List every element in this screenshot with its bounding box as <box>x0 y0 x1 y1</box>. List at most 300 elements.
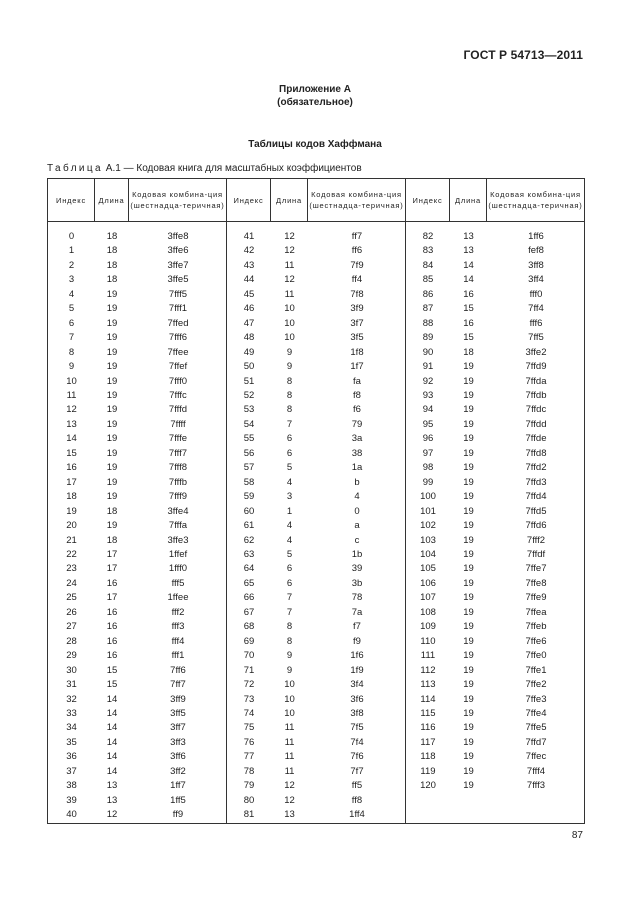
col-header-code-3: Кодовая комбина-ция (шестнадца-теричная) <box>487 179 585 222</box>
cell-index: 106 <box>420 577 436 589</box>
cell-length: 11 <box>284 751 295 763</box>
table-row <box>48 490 227 504</box>
cell-index: 0 <box>68 231 75 242</box>
cell-length: 4 <box>286 520 293 532</box>
cell-code: 7fff4 <box>526 765 546 777</box>
table-row <box>48 476 227 490</box>
col-header-index-2: Индекс <box>227 179 271 222</box>
cell-length: 7 <box>286 592 293 604</box>
cell-index: 21 <box>66 534 77 546</box>
cell-length: 9 <box>286 361 293 373</box>
table-row <box>406 548 585 562</box>
cell-code: 7ffec <box>525 751 547 763</box>
cell-length: 18 <box>106 534 118 546</box>
table-row <box>48 331 227 345</box>
cell-length: 11 <box>284 765 295 777</box>
table-row <box>227 476 406 490</box>
cell-code: 7ffd5 <box>525 505 547 517</box>
table-row <box>406 765 585 779</box>
sub-table-1 <box>48 230 227 823</box>
cell-index: 83 <box>422 245 434 257</box>
cell-code: 7fff6 <box>168 332 188 344</box>
table-row <box>227 707 406 721</box>
table-row <box>227 302 406 316</box>
table-row <box>227 432 406 446</box>
table-row <box>227 244 406 258</box>
cell-index: 87 <box>422 303 434 315</box>
table-row <box>48 591 227 605</box>
table-row <box>227 447 406 461</box>
table-row <box>406 375 585 389</box>
cell-length: 4 <box>286 534 293 546</box>
cell-index: 63 <box>243 548 255 560</box>
table-row <box>406 288 585 302</box>
cell-index: 7 <box>68 332 75 344</box>
table-row <box>227 346 406 360</box>
cell-code: 3ff6 <box>170 751 186 763</box>
cell-code: 7ffee <box>167 346 189 358</box>
sub-table-3 <box>406 230 585 794</box>
cell-index: 92 <box>422 375 434 387</box>
cell-index: 29 <box>66 650 77 662</box>
cell-code: 7ffd4 <box>525 491 547 503</box>
cell-length: 19 <box>463 664 474 676</box>
caption-label: Таблица <box>47 163 104 174</box>
cell-code: 7ff5 <box>528 332 544 344</box>
cell-index: 66 <box>243 592 255 604</box>
cell-length: 19 <box>106 520 118 532</box>
cell-code: 7ffe7 <box>525 563 547 575</box>
cell-length: 19 <box>463 548 474 560</box>
cell-index: 109 <box>420 621 436 633</box>
cell-length: 6 <box>286 577 293 589</box>
table-row <box>406 259 585 273</box>
table-row <box>227 403 406 417</box>
col-header-length-1: Длина <box>95 179 129 222</box>
cell-code: 7fffe <box>168 433 188 445</box>
table-row <box>227 620 406 634</box>
cell-index: 67 <box>243 606 255 618</box>
table-row <box>227 259 406 273</box>
cell-index: 94 <box>422 404 434 416</box>
cell-code: 7fff0 <box>168 375 188 387</box>
table-row <box>227 360 406 374</box>
cell-index: 54 <box>243 418 255 430</box>
cell-index: 12 <box>66 404 77 416</box>
cell-index: 85 <box>422 274 434 286</box>
cell-code: 7fffa <box>168 520 188 532</box>
cell-index: 69 <box>243 635 255 647</box>
cell-length: 10 <box>284 303 295 315</box>
cell-index: 57 <box>243 462 255 474</box>
cell-code: 7fff8 <box>168 462 188 474</box>
cell-length: 18 <box>106 259 118 271</box>
cell-code: ff4 <box>351 274 363 286</box>
cell-index: 76 <box>243 736 255 748</box>
cell-length: 15 <box>106 679 118 691</box>
table-row <box>227 331 406 345</box>
table-row <box>48 577 227 591</box>
cell-code: 3ff3 <box>170 736 186 748</box>
cell-index: 93 <box>422 389 434 401</box>
cell-index: 74 <box>243 707 255 719</box>
table-row <box>48 230 227 244</box>
cell-length: 4 <box>286 476 293 488</box>
cell-index: 48 <box>243 332 255 344</box>
cell-code: 7ffe4 <box>525 707 547 719</box>
cell-code: fff2 <box>171 606 185 618</box>
cell-index: 24 <box>66 577 77 589</box>
cell-code: 1ffee <box>167 592 189 604</box>
cell-length: 16 <box>106 606 118 618</box>
cell-code: fa <box>353 375 361 387</box>
table-row <box>48 736 227 750</box>
cell-length: 19 <box>106 433 118 445</box>
table-row <box>227 505 406 519</box>
cell-index: 3 <box>68 274 75 286</box>
table-row <box>48 678 227 692</box>
table-row <box>48 302 227 316</box>
table-row <box>48 779 227 793</box>
cell-length: 8 <box>286 389 293 401</box>
cell-index: 37 <box>66 765 77 777</box>
cell-length: 8 <box>286 621 293 633</box>
table-block-3 <box>406 222 585 824</box>
cell-index: 117 <box>420 736 436 748</box>
table-row <box>406 750 585 764</box>
cell-code: 7ffe0 <box>525 650 547 662</box>
table-row <box>227 591 406 605</box>
table-row <box>227 649 406 663</box>
cell-code: 7fff5 <box>168 288 188 300</box>
cell-code: 1fff0 <box>168 563 188 575</box>
cell-index: 110 <box>420 635 436 647</box>
cell-index: 61 <box>243 520 255 532</box>
cell-length: 18 <box>463 346 474 358</box>
table-row <box>48 432 227 446</box>
cell-length: 19 <box>463 389 474 401</box>
cell-code: 7ffda <box>525 375 547 387</box>
cell-code: 7ffe3 <box>525 693 547 705</box>
cell-code: 7fffc <box>169 389 187 401</box>
cell-index: 42 <box>243 245 255 257</box>
cell-code: 3ffe2 <box>525 346 547 358</box>
cell-length: 15 <box>106 664 118 676</box>
cell-code: 7ffd7 <box>525 736 547 748</box>
table-row <box>48 418 227 432</box>
cell-code: 7f7 <box>350 765 364 777</box>
cell-code: 7ffd9 <box>525 361 547 373</box>
cell-length: 19 <box>463 361 474 373</box>
cell-index: 50 <box>243 361 255 373</box>
cell-code: ff9 <box>172 809 184 821</box>
cell-index: 28 <box>66 635 77 647</box>
cell-code: 7ffe2 <box>525 679 547 691</box>
cell-index: 1 <box>68 245 75 257</box>
cell-code: 3f8 <box>350 707 364 719</box>
cell-index: 98 <box>422 462 434 474</box>
cell-code: 3ffe5 <box>167 274 189 286</box>
cell-length: 19 <box>106 346 118 358</box>
table-row <box>406 721 585 735</box>
cell-length: 14 <box>463 259 474 271</box>
cell-index: 81 <box>243 809 255 821</box>
cell-length: 13 <box>284 809 295 821</box>
table-row <box>48 606 227 620</box>
cell-length: 19 <box>106 332 118 344</box>
cell-index: 62 <box>243 534 255 546</box>
cell-length: 10 <box>284 693 295 705</box>
cell-code: 1ff4 <box>349 809 365 821</box>
cell-length: 15 <box>463 303 474 315</box>
table-row <box>227 750 406 764</box>
table-row <box>227 317 406 331</box>
cell-length: 9 <box>286 650 293 662</box>
cell-index: 70 <box>243 650 255 662</box>
cell-index: 11 <box>66 389 77 401</box>
cell-code: 7ffef <box>168 361 188 373</box>
cell-index: 34 <box>66 722 77 734</box>
cell-code: 3b <box>351 577 363 589</box>
cell-index: 82 <box>422 231 434 242</box>
appendix-heading <box>0 83 630 109</box>
cell-length: 19 <box>463 780 474 792</box>
table-row <box>406 317 585 331</box>
table-row <box>406 360 585 374</box>
cell-code: fff6 <box>529 317 543 329</box>
col-header-index-1: Индекс <box>48 179 95 222</box>
cell-index: 2 <box>68 259 75 271</box>
table-row <box>406 230 585 244</box>
cell-length: 13 <box>106 780 118 792</box>
cell-code: 1ff6 <box>528 231 544 242</box>
cell-index: 53 <box>243 404 255 416</box>
table-body-row <box>48 222 585 824</box>
cell-index: 8 <box>68 346 75 358</box>
cell-index: 78 <box>243 765 255 777</box>
table-caption <box>47 163 362 174</box>
table-row <box>406 606 585 620</box>
cell-code: 7ff6 <box>170 664 186 676</box>
table-row <box>227 736 406 750</box>
cell-code: 7f4 <box>350 736 364 748</box>
cell-index: 91 <box>422 361 434 373</box>
cell-code: 38 <box>351 447 363 459</box>
table-row <box>48 562 227 576</box>
cell-length: 14 <box>106 707 118 719</box>
cell-code: 7ffe8 <box>525 577 547 589</box>
table-row <box>48 317 227 331</box>
cell-index: 97 <box>422 447 434 459</box>
cell-length: 12 <box>106 809 118 821</box>
table-row <box>406 476 585 490</box>
table-row <box>227 230 406 244</box>
table-row <box>227 389 406 403</box>
cell-length: 19 <box>106 491 118 503</box>
cell-code: 7ffd3 <box>525 476 547 488</box>
cell-index: 25 <box>66 592 77 604</box>
cell-index: 14 <box>66 433 77 445</box>
cell-length: 19 <box>106 303 118 315</box>
cell-length: 19 <box>106 361 118 373</box>
table-row <box>406 432 585 446</box>
cell-code: 1b <box>351 548 363 560</box>
cell-index: 58 <box>243 476 255 488</box>
cell-index: 45 <box>243 288 255 300</box>
table-row <box>406 302 585 316</box>
cell-length: 13 <box>106 794 118 806</box>
table-row <box>48 750 227 764</box>
table-row <box>406 649 585 663</box>
cell-length: 9 <box>286 346 293 358</box>
cell-code: ff6 <box>351 245 363 257</box>
cell-index: 99 <box>422 476 434 488</box>
cell-code: 3ff4 <box>528 274 544 286</box>
cell-index: 59 <box>243 491 255 503</box>
cell-length: 16 <box>106 635 118 647</box>
document-header-standard: ГОСТ Р 54713—2011 <box>463 48 583 62</box>
table-row <box>48 721 227 735</box>
table-row <box>48 389 227 403</box>
cell-index: 102 <box>420 520 436 532</box>
cell-length: 19 <box>463 592 474 604</box>
cell-index: 4 <box>68 288 75 300</box>
cell-length: 14 <box>106 765 118 777</box>
cell-length: 6 <box>286 563 293 575</box>
cell-code: 7fff9 <box>168 491 188 503</box>
table-row <box>48 403 227 417</box>
cell-code: fff4 <box>171 635 185 647</box>
table-row <box>406 577 585 591</box>
cell-index: 56 <box>243 447 255 459</box>
cell-code: f7 <box>353 621 361 633</box>
cell-index: 23 <box>66 563 77 575</box>
cell-code: fff0 <box>529 288 543 300</box>
cell-length: 5 <box>286 462 293 474</box>
cell-length: 19 <box>106 389 118 401</box>
cell-index: 119 <box>420 765 436 777</box>
cell-code: 7ffd2 <box>525 462 547 474</box>
cell-code: 7ffed <box>167 317 189 329</box>
col-header-length-3: Длина <box>450 179 487 222</box>
cell-index: 105 <box>420 563 436 575</box>
cell-length: 19 <box>106 404 118 416</box>
cell-index: 26 <box>66 606 77 618</box>
cell-index: 19 <box>66 505 77 517</box>
cell-length: 10 <box>284 679 295 691</box>
cell-length: 16 <box>463 288 474 300</box>
cell-code: ff5 <box>351 780 363 792</box>
cell-index: 115 <box>420 707 436 719</box>
cell-code: 7ffe1 <box>525 664 547 676</box>
table-row <box>406 346 585 360</box>
cell-index: 104 <box>420 548 436 560</box>
cell-code: 1ffef <box>168 548 188 560</box>
table-row <box>406 736 585 750</box>
cell-index: 116 <box>420 722 436 734</box>
table-row <box>48 244 227 258</box>
cell-length: 10 <box>284 707 295 719</box>
cell-code: 7ffeb <box>525 621 547 633</box>
cell-length: 18 <box>106 245 118 257</box>
cell-length: 12 <box>284 274 295 286</box>
col-header-code-1: Кодовая комбина-ция (шестнадца-теричная) <box>129 179 227 222</box>
cell-length: 8 <box>286 375 293 387</box>
cell-code: 7ffe9 <box>525 592 547 604</box>
table-row <box>227 519 406 533</box>
cell-code: 7ffdc <box>525 404 547 416</box>
cell-length: 19 <box>463 707 474 719</box>
cell-index: 30 <box>66 664 77 676</box>
cell-code: 3ffe8 <box>167 231 189 242</box>
cell-length: 19 <box>463 693 474 705</box>
cell-index: 89 <box>422 332 434 344</box>
table-row <box>227 288 406 302</box>
table-row <box>48 288 227 302</box>
cell-code: c <box>354 534 360 546</box>
cell-index: 64 <box>243 563 255 575</box>
cell-code: 7fffd <box>168 404 188 416</box>
cell-length: 19 <box>106 462 118 474</box>
cell-code: 7ffd6 <box>525 520 547 532</box>
table-row <box>227 490 406 504</box>
table-block-1 <box>48 222 227 824</box>
cell-code: 3ff8 <box>528 259 544 271</box>
cell-index: 43 <box>243 259 255 271</box>
caption-text: — Кодовая книга для масштабных коэффициентов <box>123 163 362 174</box>
table-row <box>48 259 227 273</box>
cell-index: 15 <box>66 447 77 459</box>
cell-index: 10 <box>66 375 77 387</box>
cell-length: 10 <box>284 317 295 329</box>
huffman-scalefactor-table <box>47 178 585 824</box>
cell-index: 47 <box>243 317 255 329</box>
table-row <box>227 562 406 576</box>
table-row <box>48 461 227 475</box>
col-header-index-3: Индекс <box>406 179 450 222</box>
cell-code: 7fff3 <box>526 780 546 792</box>
cell-code: 3ff7 <box>170 722 186 734</box>
cell-length: 19 <box>463 433 474 445</box>
cell-length: 19 <box>463 679 474 691</box>
cell-length: 1 <box>286 505 293 517</box>
cell-code: b <box>354 476 360 488</box>
table-row <box>48 505 227 519</box>
cell-code: 1a <box>351 462 363 474</box>
cell-code: a <box>354 520 360 532</box>
cell-length: 11 <box>284 722 295 734</box>
table-row <box>406 403 585 417</box>
cell-length: 13 <box>463 231 474 242</box>
table-row <box>227 779 406 793</box>
cell-code: 3ffe3 <box>167 534 189 546</box>
cell-index: 6 <box>68 317 75 329</box>
table-row <box>227 375 406 389</box>
cell-index: 75 <box>243 722 255 734</box>
cell-index: 80 <box>243 794 255 806</box>
table-row <box>406 678 585 692</box>
cell-index: 32 <box>66 693 77 705</box>
cell-code: 1f9 <box>350 664 364 676</box>
table-row <box>406 635 585 649</box>
table-row <box>406 331 585 345</box>
cell-length: 7 <box>286 418 293 430</box>
cell-code: 3ffe6 <box>167 245 189 257</box>
cell-code: 3ff9 <box>170 693 186 705</box>
cell-length: 16 <box>106 650 118 662</box>
cell-index: 9 <box>68 361 75 373</box>
cell-length: 19 <box>463 722 474 734</box>
